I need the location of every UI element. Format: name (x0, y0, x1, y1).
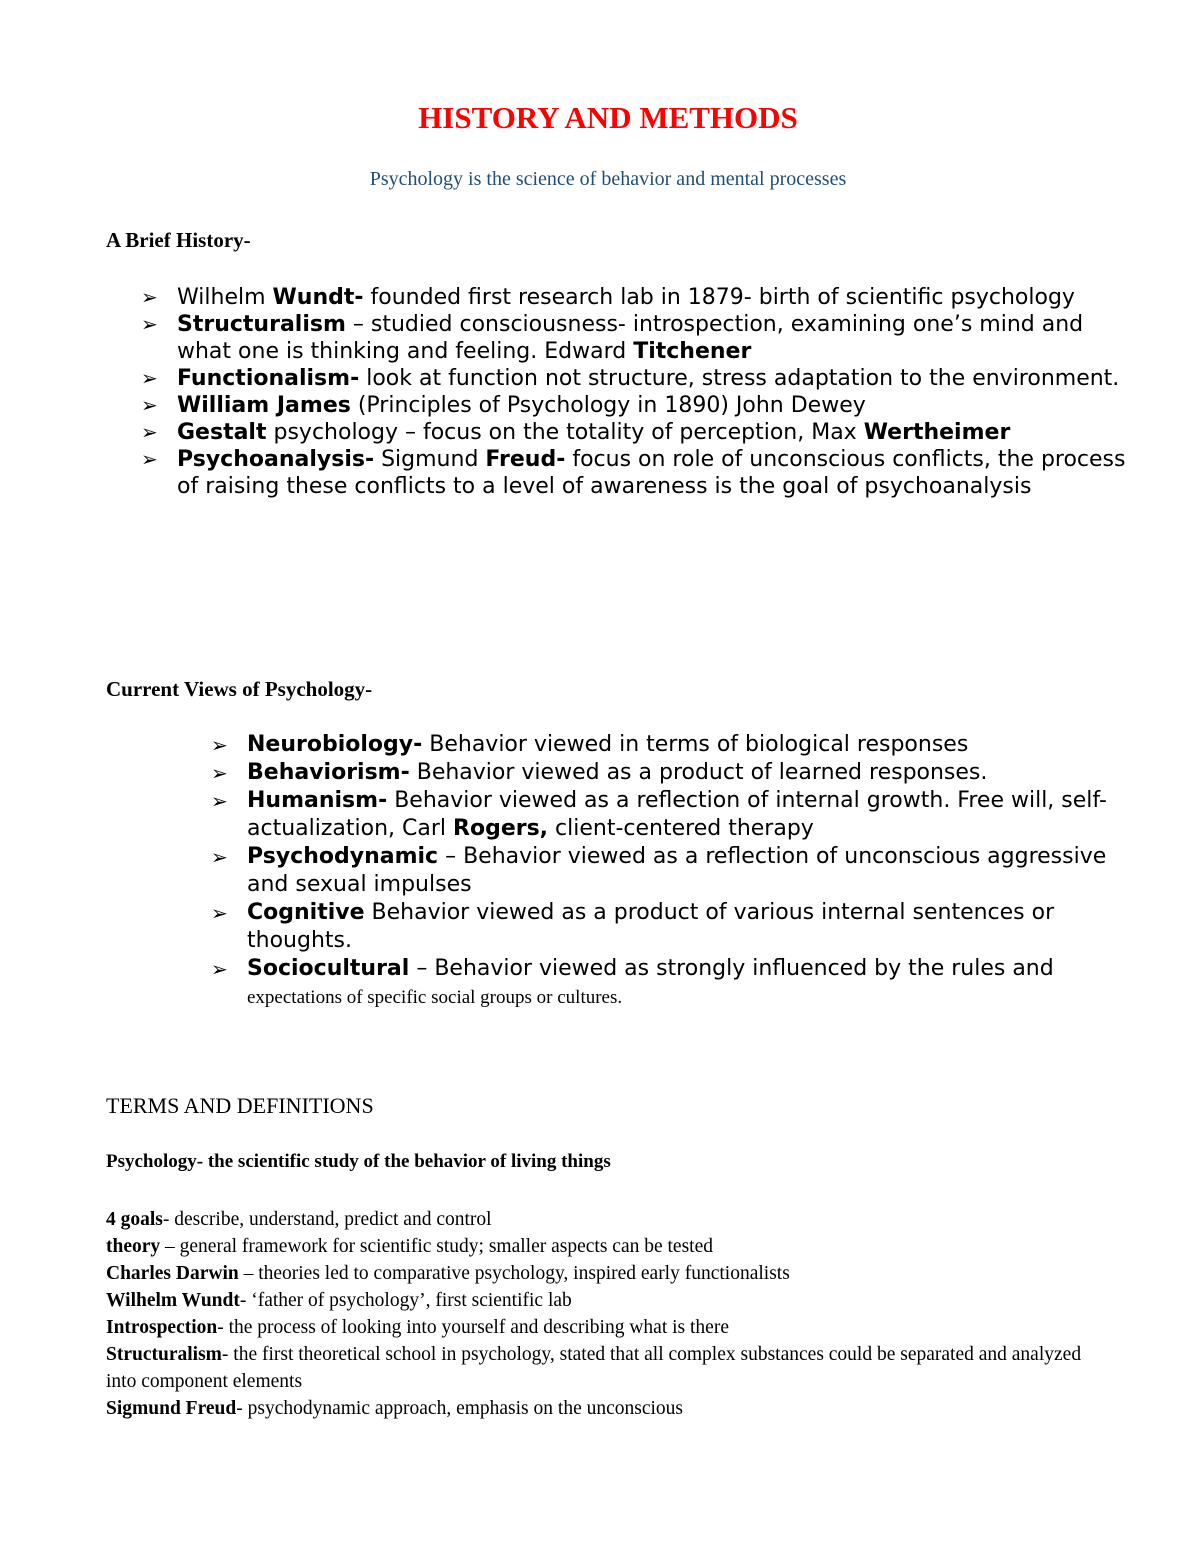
arrow-bullet-icon: ➢ (141, 366, 158, 390)
definition-row: Charles Darwin – theories led to comparative psychology, inspired early functionalists (106, 1263, 790, 1284)
brief-history-heading: A Brief History- (106, 228, 251, 252)
arrow-bullet-icon: ➢ (141, 285, 158, 309)
terms-heading: TERMS AND DEFINITIONS (106, 1093, 374, 1118)
arrow-bullet-icon: ➢ (211, 761, 228, 785)
list-item: ➢ Cognitive Behavior viewed as a product of various internal sentences or thoughts. (211, 900, 1055, 953)
definition-row: Structuralism- the first theoretical school in psychology, stated that all complex substances could be separated and analyzed into component elements (106, 1344, 1082, 1392)
arrow-bullet-icon: ➢ (141, 447, 158, 471)
definition-row: Introspection- the process of looking into yourself and describing what is there (106, 1317, 729, 1338)
list-item: ➢ Neurobiology- Behavior viewed in terms of biological responses (211, 732, 969, 757)
definition-row: theory – general framework for scientific study; smaller aspects can be tested (106, 1236, 713, 1257)
page-title: HISTORY AND METHODS (418, 100, 798, 135)
list-item: ➢ Behaviorism- Behavior viewed as a product of learned responses. (211, 760, 988, 785)
arrow-bullet-icon: ➢ (141, 312, 158, 336)
definitions-list (106, 1206, 1106, 1422)
arrow-bullet-icon: ➢ (211, 789, 228, 813)
list-item: ➢ Wilhelm Wundt- founded first research lab in 1879- birth of scientific psychology (141, 285, 1075, 310)
list-item: ➢ Psychodynamic – Behavior viewed as a reflection of unconscious aggressive and sexual impulses (211, 844, 1107, 897)
list-item: ➢ William James (Principles of Psychology in 1890) John Dewey (141, 393, 866, 418)
list-item: ➢ Humanism- Behavior viewed as a reflection of internal growth. Free will, self-actualization, Carl Rogers, client-centered therapy (211, 788, 1107, 841)
list-item: ➢ Functionalism- look at function not structure, stress adaptation to the environment. (141, 366, 1120, 391)
arrow-bullet-icon: ➢ (211, 957, 228, 981)
list-item: ➢ Gestalt psychology – focus on the totality of perception, Max Wertheimer (141, 420, 1011, 445)
list-item: ➢ Sociocultural – Behavior viewed as strongly influenced by the rules and expectations of specific social groups or cultures. (211, 956, 1054, 1008)
brief-history-list (141, 284, 1127, 500)
definition-row: Wilhelm Wundt- ‘father of psychology’, first scientific lab (106, 1290, 572, 1311)
current-views-heading: Current Views of Psychology- (106, 677, 373, 701)
psychology-definition: Psychology- the scientific study of the behavior of living things (106, 1151, 611, 1172)
arrow-bullet-icon: ➢ (141, 420, 158, 444)
definition-row: 4 goals- describe, understand, predict and control (106, 1209, 492, 1230)
arrow-bullet-icon: ➢ (211, 845, 228, 869)
arrow-bullet-icon: ➢ (211, 901, 228, 925)
list-item: ➢ Psychoanalysis- Sigmund Freud- focus on role of unconscious conflicts, the process of raising these conflicts to a level of awareness is the goal of psychoanalysis (141, 447, 1126, 499)
arrow-bullet-icon: ➢ (141, 393, 158, 417)
arrow-bullet-icon: ➢ (211, 733, 228, 757)
list-item: ➢ Structuralism – studied consciousness- introspection, examining one’s mind and what one is thinking and feeling. Edward Titchener (141, 312, 1084, 364)
current-views-list (211, 731, 1147, 1012)
definition-row: Sigmund Freud- psychodynamic approach, emphasis on the unconscious (106, 1398, 684, 1419)
page-subtitle: Psychology is the science of behavior and mental processes (369, 168, 847, 190)
